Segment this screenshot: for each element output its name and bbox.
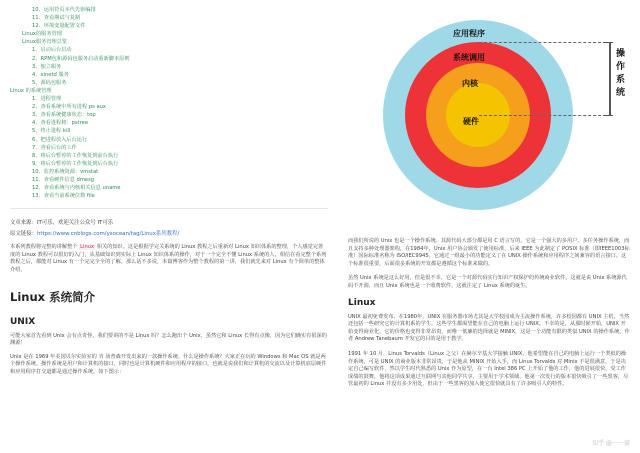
toc-item[interactable]: 11、查看硬件信息 dmesg: [32, 176, 95, 183]
toc-item[interactable]: 10、运用符页本代先驱编排: [32, 7, 96, 13]
right-paragraph-2: 虽然 Unix 系统是这么好用，但是很不幸，它是一个对源代码实行知识产权保护的传统商业软件，这就是说 Unix 系统源代码不开源，而且 Unix 系统也是一个收费软件，这就注定了 Linux 系统的诞生。: [348, 275, 627, 289]
toc-item[interactable]: 11、查看期试与复制: [32, 15, 81, 22]
toc-item[interactable]: 5、终止进程 kill: [32, 128, 71, 135]
toc-item[interactable]: 3、独立服务: [32, 63, 62, 70]
toc-item[interactable]: 12、环境变量配置文件: [32, 23, 86, 30]
toc-item[interactable]: 7、查看后台的工作: [32, 144, 77, 151]
intro-text-1: 本系列教程将完整的讲解整个: [10, 244, 78, 251]
toc-item[interactable]: 13、查看当前系统位数 file: [32, 193, 95, 200]
unix-paragraph-1: 可能大家首先看到 Unix 会有点奇怪，我们要讲的不是 Linux 吗？怎么跑出个 Unix，虽然它和 Linux 长得有点像，因为它们确实有很深的渊源！: [10, 332, 327, 347]
original-link[interactable]: https://www.cnblogs.com/ysocean/tag/Linux系列教程/: [36, 231, 180, 238]
table-of-contents: [10, 6, 328, 200]
bracket-tick-top: [603, 42, 613, 43]
dashed-line-top: [479, 42, 611, 43]
label-application: 应用程序: [453, 29, 485, 38]
unix-heading: UNIX: [10, 316, 36, 327]
os-side-label: 操作系统: [616, 49, 626, 98]
dashed-line-bottom: [479, 115, 611, 116]
toc-item[interactable]: 2、查看系统中所有进程 ps aux: [32, 104, 107, 111]
left-column: [10, 6, 328, 377]
toc-item[interactable]: 4、查看进程树：pstree: [32, 120, 89, 127]
toc-item[interactable]: Linux服务管理总览: [22, 39, 68, 46]
toc-item[interactable]: 3、查看系统健康状态：top: [32, 112, 96, 119]
right-paragraph-4: 1991 年 10 月，Linus Torvalds（Linux 之父）在赫尔辛基大学接触 UNIX，他希望能在自己的电脑上运行一个类似的操作系统，可是 UNIX 的商业版本非常昂贵，于是他从 MINIX 开始入手，而 Linus Torvalds 对 Minix 不是很满意，于是决定自己编写软件，然以学生时代熟悉的 Unix 作为原型，在一台 Intel 386 PC 上开始了他的工作，他的进展很快，受工作成绩的鼓舞，他将这项成果通过互联网与其他同学共享，主要用于学术领域，他第一次发行的版本很快吸引了一些黑客，尽管最初的 Linux 并没有多少用处，但由于一些黑客的加入使它很快就具有了许多吸引人的特性。: [348, 350, 629, 388]
toc-item[interactable]: 4、xinetd 服务: [32, 71, 69, 78]
original-link-prefix: 原文链接：: [10, 231, 37, 238]
source-line: 文章来源：IT可乐，欢迎关注公众号 IT可乐: [10, 220, 114, 227]
label-hardware: 硬件: [463, 117, 479, 126]
watermark: 知乎 @一一豪: [592, 440, 630, 447]
divider: [10, 208, 328, 209]
toc-item[interactable]: 1、进程管理: [32, 96, 62, 103]
toc-item[interactable]: 1、启动后台启动: [32, 47, 72, 54]
bracket-line: [609, 42, 611, 116]
linux-heading: Linux: [348, 297, 376, 308]
right-column: [348, 238, 630, 396]
bracket-tick-bottom: [603, 115, 613, 116]
article-meta: [10, 219, 328, 238]
os-layer-diagram: [375, 20, 635, 230]
intro-paragraph: [10, 244, 328, 274]
section-title: Linux 系统简介: [10, 289, 96, 304]
right-paragraph-1: 而我们所说的 Unix 也是一个操作系统。其源代码大部分都是用 C 语言写的，它是一个强大的多用户、多任务操作系统，而且支持多种处理器架构，在1984年，Unix 用户协会颁发了使用标准，后来 IEEE 为此制定了 POSIX 标准（即IEEE1003标准）国际标准名称为 ISO/IEC9945。它通过一组最小的功能定义了在 UNIX 操作系统和应用程序之间兼容的语言接口。这个标准很重要，后面很多系统的开发都是遵循这个标准来做的。: [348, 238, 630, 267]
label-kernel: 内核: [462, 79, 478, 88]
toc-item[interactable]: 9、将后台暂停的工作恢复到后台执行: [32, 160, 119, 167]
toc-item[interactable]: 10、监控系统资源：vmstat: [32, 168, 99, 175]
unix-paragraph-2: Unix 是在 1969 年美国贝尔实验室的 肯 汤普森开发出来的一款操作系统。什么是操作系统？大家正在玩的 Windows 和 Mac OS 就是两个操作系统。操作系统是用户和计算机的接口，同时也是计算机硬件和应用程序的接口，也就是说我们和计算机的交流以及计算机底层硬件和应用程序打交道都是通过操作系统。如下图示：: [10, 353, 327, 375]
toc-item[interactable]: 6、把进程放入后台运行: [32, 136, 88, 143]
toc-item[interactable]: Linux 的系统管理: [10, 87, 52, 94]
right-paragraph-3: UNIX 最初免费发布，在1980年，UNIX 在服务器市场尤其是大学校园成为主流操作系统，许多校园都有 UNIX 主机，当然还包括一些研究它的计算机系的学生。这些学生都渴望能在自己的电脑上运行 UNIX。不幸的是，从那时候开始，UNIX 开始变得商业化，它的价格也变得非常昂贵，而唯一低廉的选择就是 MINIX，这是一个功能有限的类似 UNIX 的操作系统，作者 Andrew Tanebaum 开发它的目的是用于教学。: [348, 313, 630, 343]
toc-item[interactable]: 5、源码包服务: [32, 79, 67, 86]
original-link-line: [10, 230, 328, 238]
label-syscall: 系统调用: [453, 53, 485, 62]
intro-text-2: 相关的知识。这是根据学完关系统的 Linux 教程之后重新对 Linux 知识体系的整理，个人感觉完善度的 Linux 教程可以很好的入门，从基础知识到实际上 Linux 知识体系的操作，对于一个完全不懂 Linux 系统的人，相信在看完整个系列教程之后，都能对 Linux 有一个完完全全的了解。那么话不多说，本篇博客作为整个教程的第一讲，我们就先来对 Linux 有个简单的整体介绍。: [10, 244, 327, 274]
toc-item[interactable]: 12、查看系统与内核相关信息 uname: [32, 185, 121, 192]
toc-item[interactable]: 2、RPM包和源码包服务启动重新脚本原则: [32, 55, 130, 62]
toc-item[interactable]: Linux的服务管理: [22, 31, 62, 38]
intro-highlight: Linux: [80, 244, 95, 251]
toc-item[interactable]: 8、将后台暂停的工作恢复到前台执行: [32, 152, 119, 159]
